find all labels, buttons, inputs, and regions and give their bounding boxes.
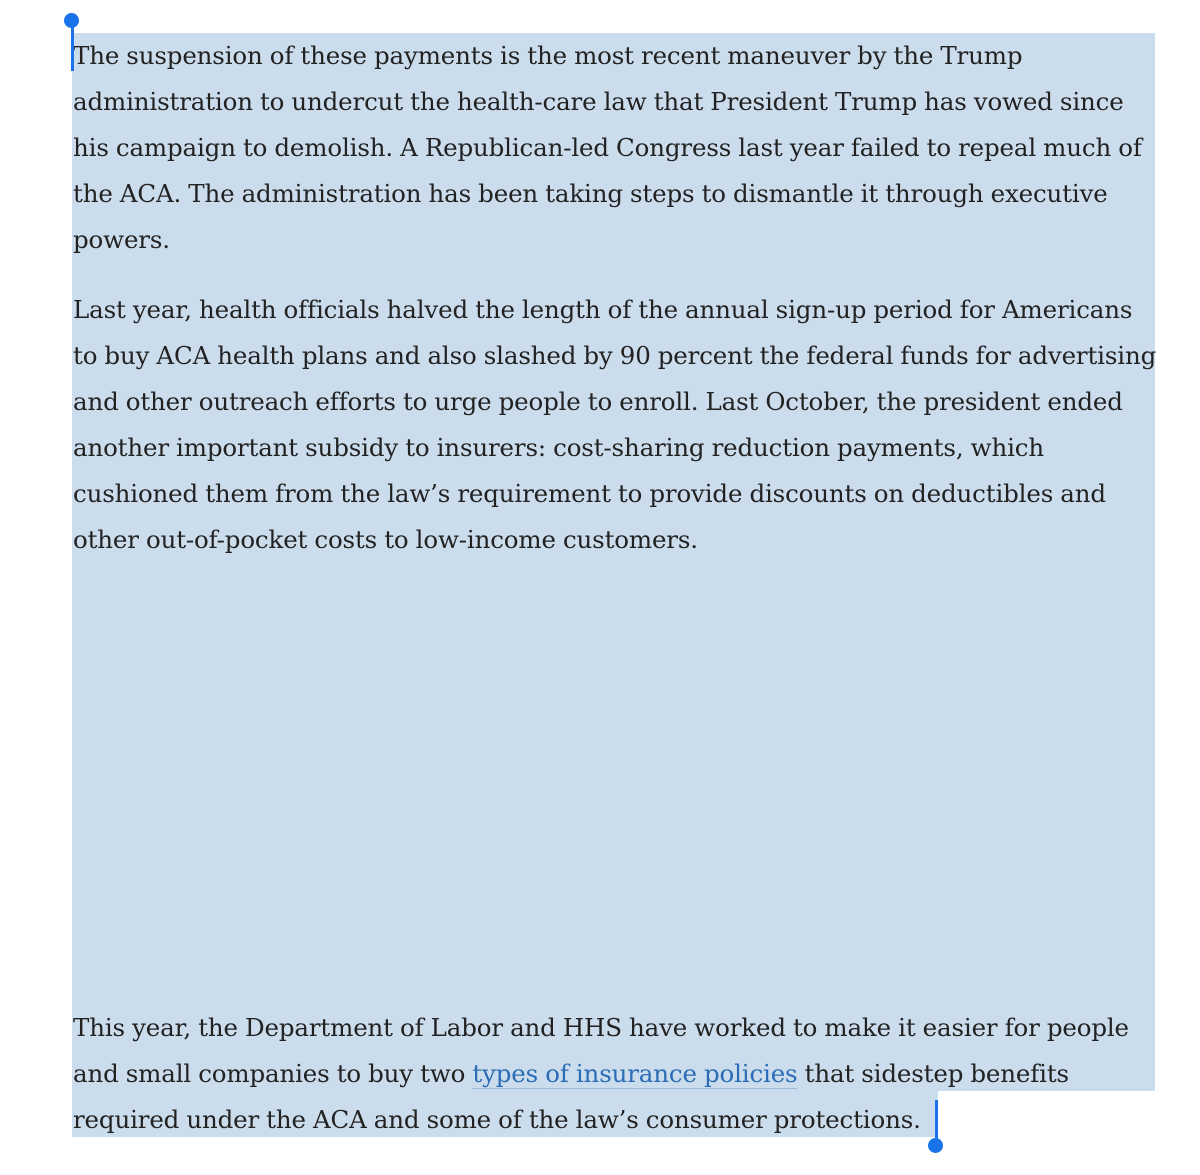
article-paragraph-2[interactable]: Last year, health officials halved the length of the annual sign-up period for Americans to buy ACA health plans and also slashed by 90 percent the federal funds for advertising and other outreach efforts to urge people to enroll. Last October, the president ended another important subsidy to insurers: cost-sharing reduction payments, which cushioned them from the law’s requirement to provide discounts on deductibles and other out-of-pocket costs to low-income customers.	[73, 295, 1157, 554]
selection-start-handle-icon[interactable]	[64, 13, 79, 28]
article-paragraph-3[interactable]	[73, 1005, 1163, 1143]
article-paragraph-1[interactable]: The suspension of these payments is the most recent maneuver by the Trump administration to undercut the health-care law that President Trump has vowed since his campaign to demolish. A Republican-led Congress last year failed to repeal much of the ACA. The administration has been taking steps to dismantle it through executive powers.	[73, 41, 1142, 254]
paragraph-3-text-after-link: that sidestep benefits required under the ACA and some of the law’s consumer protections.	[73, 1059, 1069, 1134]
selection-end-handle-icon[interactable]	[928, 1138, 943, 1153]
paragraph-3-text-before-link: This year, the Department of Labor and HHS have worked to make it easier for people and small companies to buy two	[73, 1013, 1129, 1088]
selection-start-caret[interactable]	[71, 22, 74, 71]
selection-end-caret[interactable]	[935, 1100, 938, 1143]
insurance-policies-link[interactable]: types of insurance policies	[472, 1059, 798, 1088]
